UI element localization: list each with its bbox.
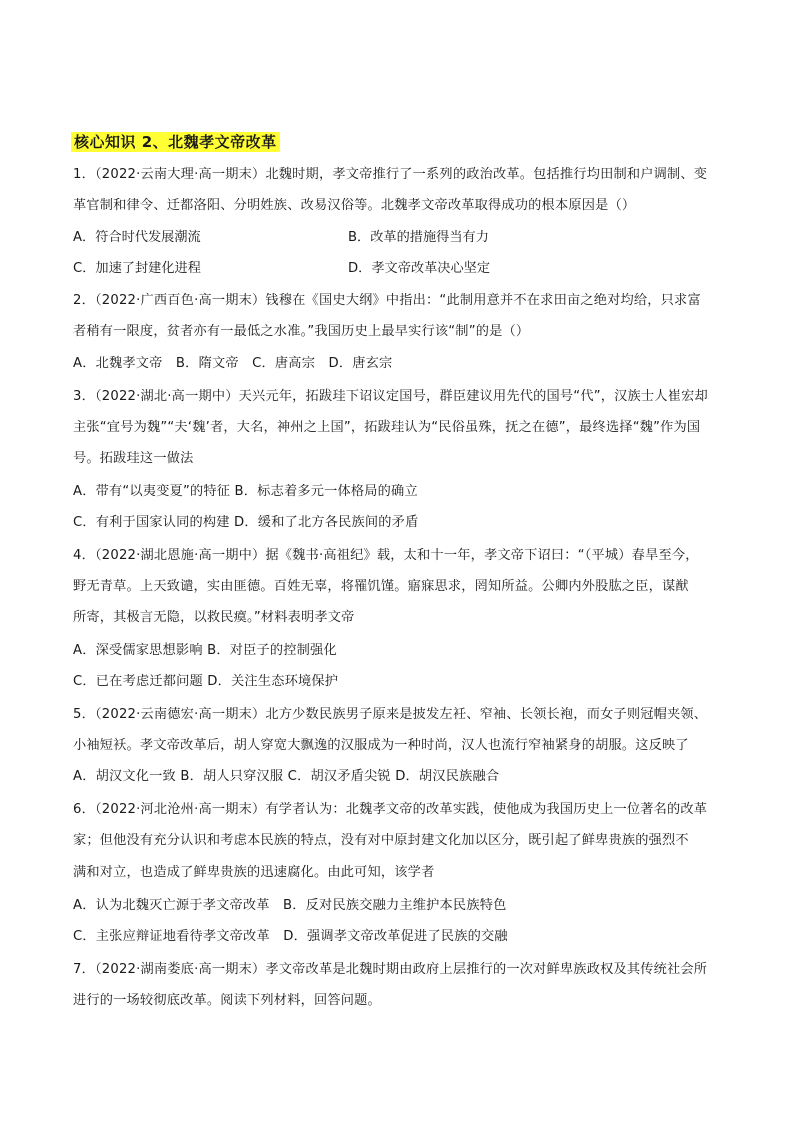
q1-line-1: 1．（2022·云南大理·高一期末）北魏时期，孝文帝推行了一系列的政治改革。包括推行均田制和户调制、变 — [73, 167, 708, 182]
q3-line-3: 号。拓跋珪这一做法 — [73, 451, 194, 466]
q5-line-1: 5．（2022·云南德宏·高一期末）北方少数民族男子原来是披发左衽、窄袖、长领长袍，而女子则冠帽夹领、 — [73, 707, 708, 722]
q5-line-2: 小袖短袄。孝文帝改革后，胡人穿宽大飘逸的汉服成为一种时尚，汉人也流行窄袖紧身的胡服。这反映了 — [73, 738, 689, 753]
q1-option-c: C．加速了封建化进程 — [73, 261, 201, 276]
q2-line-2: 者稍有一限度，贫者亦有一最低之水准。”我国历史上最早实行该“制”的是（） — [73, 324, 530, 339]
q5-options: A．胡汉文化一致 B．胡人只穿汉服 C．胡汉矛盾尖锐 D．胡汉民族融合 — [73, 769, 500, 784]
q1-option-b: B．改革的措施得当有力 — [348, 230, 489, 245]
q1-option-a: A．符合时代发展潮流 — [73, 230, 201, 245]
q4-options-cd: C．已在考虑迁都问题 D．关注生态环境保护 — [73, 674, 339, 689]
section-title: 核心知识 2、北魏孝文帝改革 — [71, 132, 280, 152]
q3-options-cd: C．有利于国家认同的构建 D．缓和了北方各民族间的矛盾 — [73, 515, 419, 530]
q6-line-3: 满和对立，也造成了鲜卑贵族的迅速腐化。由此可知，该学者 — [73, 865, 435, 880]
q7-line-2: 进行的一场较彻底改革。阅读下列材料，回答问题。 — [73, 993, 381, 1008]
q6-options-cd: C．主张应辩证地看待孝文帝改革 D．强调孝文帝改革促进了民族的交融 — [73, 929, 508, 944]
q4-line-3: 所寄，其极言无隐，以救民瘼。”材料表明孝文帝 — [73, 610, 355, 625]
q4-line-1: 4．（2022·湖北恩施·高一期中）据《魏书·高祖纪》载，太和十一年，孝文帝下诏曰：“（平城）春旱至今， — [73, 548, 699, 563]
q3-line-1: 3．（2022·湖北·高一期中）天兴元年，拓跋珪下诏议定国号，群臣建议用先代的国号“代”，汉族士人崔宏却 — [73, 389, 708, 404]
q6-options-ab: A．认为北魏灭亡源于孝文帝改革 B．反对民族交融力主维护本民族特色 — [73, 898, 507, 913]
q2-line-1: 2．（2022·广西百色·高一期末）钱穆在《国史大纲》中指出：“此制用意并不在求田亩之绝对均给，只求富 — [73, 293, 701, 308]
q4-line-2: 野无青草。上天致谴，实由匪德。百姓无辜，将罹饥馑。寤寐思求，罔知所益。公卿内外股肱之臣，谋猷 — [73, 579, 689, 594]
q2-options: A．北魏孝文帝 B．隋文帝 C．唐高宗 D．唐玄宗 — [73, 356, 393, 371]
q4-options-ab: A．深受儒家思想影响 B．对臣子的控制强化 — [73, 643, 337, 658]
q3-line-2: 主张“宜号为魏”“夫‘魏’者，大名，神州之上国”，拓跋珪认为“民俗虽殊，抚之在德”，最终选择“魏”作为国 — [73, 420, 701, 435]
q6-line-2: 家；但他没有充分认识和考虑本民族的特点，没有对中原封建文化加以区分，既引起了鲜卑贵族的强烈不 — [73, 833, 689, 848]
q6-line-1: 6．（2022·河北沧州·高一期末）有学者认为：北魏孝文帝的改革实践，使他成为我国历史上一位著名的改革 — [73, 802, 708, 817]
q7-line-1: 7．（2022·湖南娄底·高一期末）孝文帝改革是北魏时期由政府上层推行的一次对鲜卑族政权及其传统社会所 — [73, 962, 708, 977]
q3-options-ab: A．带有“以夷变夏”的特征 B．标志着多元一体格局的确立 — [73, 484, 418, 499]
q1-line-2: 革官制和律令、迁都洛阳、分明姓族、改易汉俗等。北魏孝文帝改革取得成功的根本原因是（） — [73, 198, 636, 213]
q1-option-d: D．孝文帝改革决心坚定 — [348, 261, 491, 276]
